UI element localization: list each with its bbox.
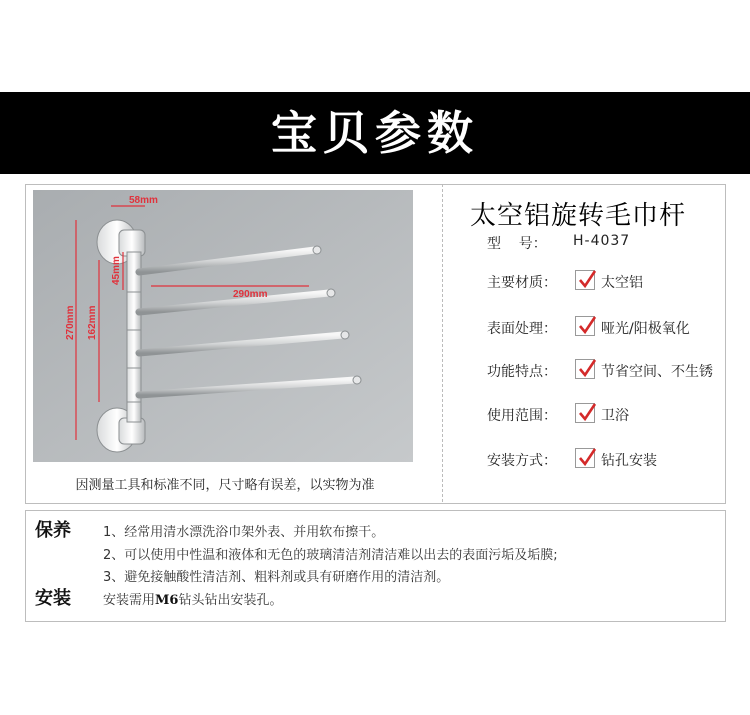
dim-gap: 45mm: [111, 256, 122, 285]
maintenance-line: 1、经常用清水漂洗浴巾架外表、并用软布擦干。: [103, 525, 385, 540]
install-suffix: 钻头钻出安装孔。: [178, 593, 283, 608]
maintenance-line: 2、可以使用中性温和液体和无色的玻璃清洁剂清洁难以出去的表面污垢及垢膜;: [103, 548, 558, 563]
maintenance-line: 3、避免接触酸性清洁剂、粗料剂或具有研磨作用的清洁剂。: [103, 570, 450, 585]
spec-label: 使用范围：: [487, 408, 557, 424]
spec-label: 功能特点：: [487, 364, 557, 380]
frame-divider: [442, 184, 443, 502]
spec-value: 节省空间、不生锈: [601, 364, 713, 380]
checkbox-icon: [575, 448, 595, 468]
spec-value: 卫浴: [601, 408, 629, 424]
spec-row: [487, 450, 577, 470]
install-drill-size: M6: [155, 593, 179, 608]
install-heading: 安装: [35, 588, 71, 609]
header-banner: [0, 92, 750, 174]
checkbox-icon: [575, 359, 595, 379]
spec-value: 哑光/阳极氧化: [601, 321, 690, 337]
spec-model-row: [487, 233, 577, 253]
spec-model-label: 型 号：: [487, 236, 547, 252]
spec-row: [487, 318, 577, 338]
spec-row: [487, 361, 577, 381]
checkbox-icon: [575, 270, 595, 290]
spec-label: 主要材质：: [487, 275, 557, 291]
dim-height-total: 270mm: [65, 305, 76, 340]
spec-model-value: H-4037: [573, 233, 631, 249]
install-line: [103, 589, 282, 608]
spec-label: 安装方式：: [487, 453, 557, 469]
product-photo: [33, 190, 413, 462]
checkbox-icon: [575, 316, 595, 336]
spec-value: 太空铝: [601, 275, 643, 291]
photo-caption: 因测量工具和标准不同，尺寸略有误差，以实物为准: [75, 478, 375, 493]
banner-title: 宝贝参数: [271, 106, 479, 160]
dim-arm-length: 290mm: [233, 289, 268, 300]
spec-label: 表面处理：: [487, 321, 557, 337]
install-prefix: 安装需用: [103, 593, 156, 608]
spec-row: [487, 405, 577, 425]
dim-height-inner: 162mm: [87, 305, 98, 340]
spec-value: 钻孔安装: [601, 453, 657, 469]
product-name: 太空铝旋转毛巾杆: [470, 201, 687, 231]
spec-row: [487, 272, 577, 292]
maintenance-heading: 保养: [35, 520, 71, 541]
dim-width-top: 58mm: [129, 195, 158, 206]
checkbox-icon: [575, 403, 595, 423]
